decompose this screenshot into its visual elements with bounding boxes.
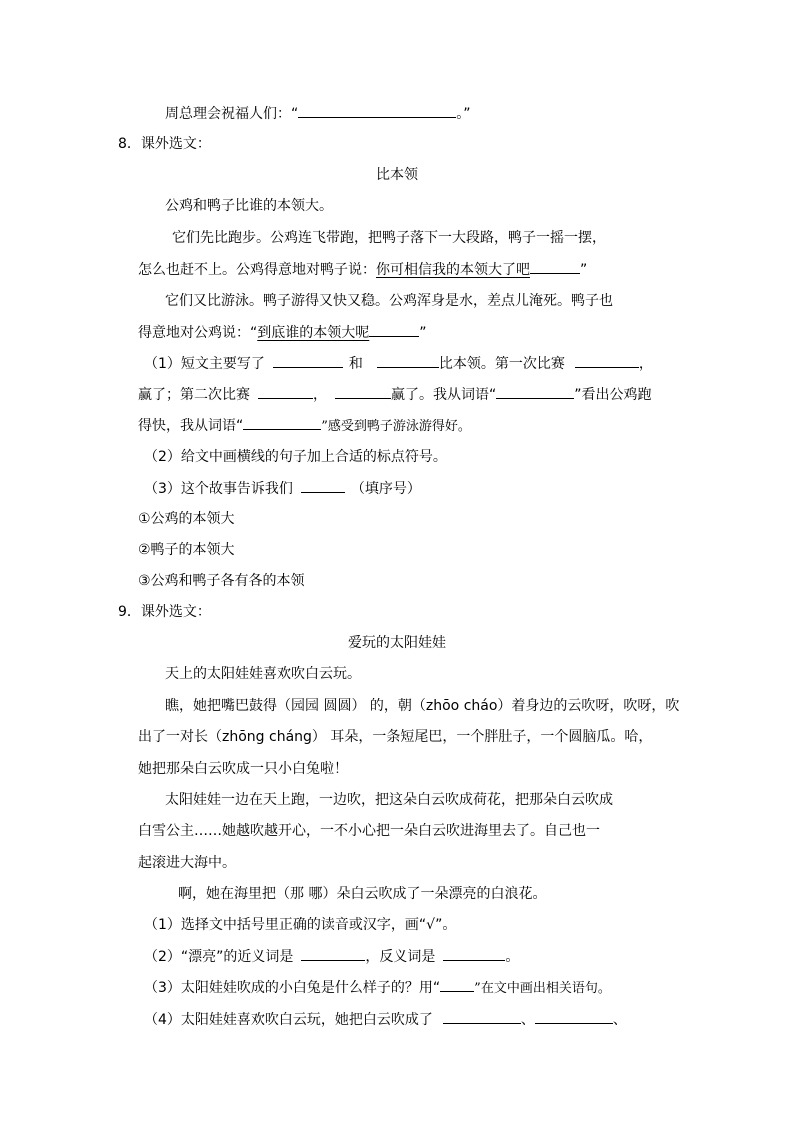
- q9-p3-line2: 白雪公主……她越吹越开心，一不小心把一朵白云吹进海里去了。自己也一: [138, 823, 600, 839]
- q8-heading: 8．课外选文：: [118, 136, 211, 152]
- q8-title: 比本领: [376, 167, 418, 183]
- q8-sub3-pre: （3）这个故事告诉我们: [144, 481, 293, 497]
- answer-blank[interactable]: [377, 353, 439, 368]
- q8-p3-line1: 它们又比游泳。鸭子游得又快又稳。公鸡浑身是水，差点儿淹死。鸭子也: [165, 293, 613, 309]
- q8-underlined-sentence-2: 到底谁的本领大呢: [257, 325, 370, 341]
- answer-blank[interactable]: [301, 478, 345, 493]
- q8-sub1-line1: [144, 353, 653, 374]
- q8-sub1-j: ”感受到鸭子游泳游得好。: [321, 419, 471, 434]
- q9-sub4-c: 、: [612, 1012, 627, 1028]
- q8-p2-line1: 它们先比跑步。公鸡连飞带跑，把鸭子落下一大段路，鸭子一摇一摆，: [172, 230, 606, 246]
- q8-p2-line2-pre: 怎么也赶不上。公鸡得意地对鸭子说：: [138, 262, 376, 278]
- answer-blank[interactable]: [298, 103, 456, 118]
- q8-option-3: ③公鸡和鸭子各有各的本领: [138, 573, 305, 589]
- line-blessing-pre: 周总理会祝福人们：“: [165, 106, 299, 122]
- q8-p1: 公鸡和鸭子比谁的本领大。: [165, 198, 333, 214]
- q9-sub4-a: （4）太阳娃娃喜欢吹白云玩，她把白云吹成了: [144, 1012, 433, 1028]
- q9-p2-line3: 她把那朵白云吹成一只小白兔啦！: [138, 761, 348, 777]
- q8-p3-line2: [138, 322, 427, 343]
- q9-sub2-c: 。: [505, 949, 520, 965]
- q9-sub3-a: （3）太阳娃娃吹成的小白兔是什么样子的？用“: [144, 980, 441, 996]
- answer-blank[interactable]: [535, 1009, 613, 1024]
- q8-sub1-f: ，: [313, 387, 327, 403]
- q9-sub2: [144, 946, 519, 967]
- q8-sub1-h: ”看出公鸡跑: [574, 387, 652, 403]
- line-blessing-post: 。”: [456, 106, 471, 122]
- q8-sub1-c: 比本领。第一次比赛: [438, 356, 565, 372]
- answer-blank[interactable]: [443, 1009, 521, 1024]
- q8-sub1-i: 得快，我从词语“: [138, 418, 244, 434]
- q9-p1: 天上的太阳娃娃喜欢吹白云玩。: [165, 666, 361, 682]
- q8-sub1-e: 赢了；第二次比赛: [138, 387, 250, 403]
- q9-p3-line1: 太阳娃娃一边在天上跑，一边吹，把这朵白云吹成荷花，把那朵白云吹成: [165, 792, 613, 808]
- answer-blank[interactable]: [335, 384, 391, 399]
- q8-p3-line2-post: ”: [419, 325, 427, 341]
- q8-sub2: （2）给文中画横线的句子加上合适的标点符号。: [144, 449, 447, 465]
- answer-blank[interactable]: [301, 946, 365, 961]
- q9-sub3-b: ”在文中画出相关语句。: [474, 981, 611, 996]
- q9-p4: 啊，她在海里把（那 哪）朵白云吹成了一朵漂亮的白浪花。: [178, 886, 547, 902]
- q8-sub3: [144, 478, 421, 499]
- q9-heading: 9．课外选文：: [118, 604, 211, 620]
- q8-p2-line2: [138, 259, 587, 280]
- q9-sub2-a: （2）“漂亮”的近义词是: [144, 949, 294, 965]
- q8-p2-line2-post: ”: [580, 262, 588, 278]
- q8-sub1-b: 和: [348, 356, 363, 372]
- answer-blank[interactable]: [369, 322, 419, 337]
- q9-title: 爱玩的太阳娃娃: [348, 635, 446, 651]
- answer-blank[interactable]: [440, 977, 474, 992]
- answer-blank[interactable]: [273, 353, 343, 368]
- answer-blank[interactable]: [530, 259, 580, 274]
- q8-underlined-sentence-1: 你可相信我的本领大了吧: [376, 262, 530, 278]
- q8-sub1-g: 赢了。我从词语“: [391, 387, 497, 403]
- answer-blank[interactable]: [496, 384, 574, 399]
- q8-option-1: ①公鸡的本领大: [138, 511, 235, 527]
- answer-blank[interactable]: [575, 353, 639, 368]
- q9-p3-line3: 起滚进大海中。: [138, 855, 236, 871]
- line-blessing: [165, 103, 471, 124]
- q8-sub3-post: （填序号）: [350, 481, 421, 497]
- answer-blank[interactable]: [258, 384, 313, 399]
- q9-p2-line1: 瞧，她把嘴巴鼓得（园园 圆圆） 的，朝（zhōo cháo）着身边的云吹呀，吹呀，吹: [165, 698, 680, 714]
- q8-option-2: ②鸭子的本领大: [138, 542, 235, 558]
- q9-sub4: [144, 1009, 627, 1030]
- q8-p3-line2-pre: 得意地对公鸡说：“: [138, 325, 258, 341]
- q9-sub4-b: 、: [520, 1012, 535, 1028]
- q9-p2-line2: 出了一对长（zhōng cháng） 耳朵，一条短尾巴，一个胖肚子，一个圆脑瓜。哈，: [138, 729, 653, 745]
- q8-sub1-d: ，: [638, 356, 653, 372]
- q8-sub1-line2: [138, 384, 652, 405]
- answer-blank[interactable]: [243, 415, 321, 430]
- q9-sub2-b: ，反义词是: [365, 949, 436, 965]
- q9-sub1: （1）选择文中括号里正确的读音或汉字，画“√”。: [144, 917, 457, 933]
- q8-sub1-line3: [138, 415, 471, 437]
- q9-sub3: [144, 977, 611, 999]
- answer-blank[interactable]: [443, 946, 505, 961]
- q8-sub1-a: （1）短文主要写了: [144, 356, 265, 372]
